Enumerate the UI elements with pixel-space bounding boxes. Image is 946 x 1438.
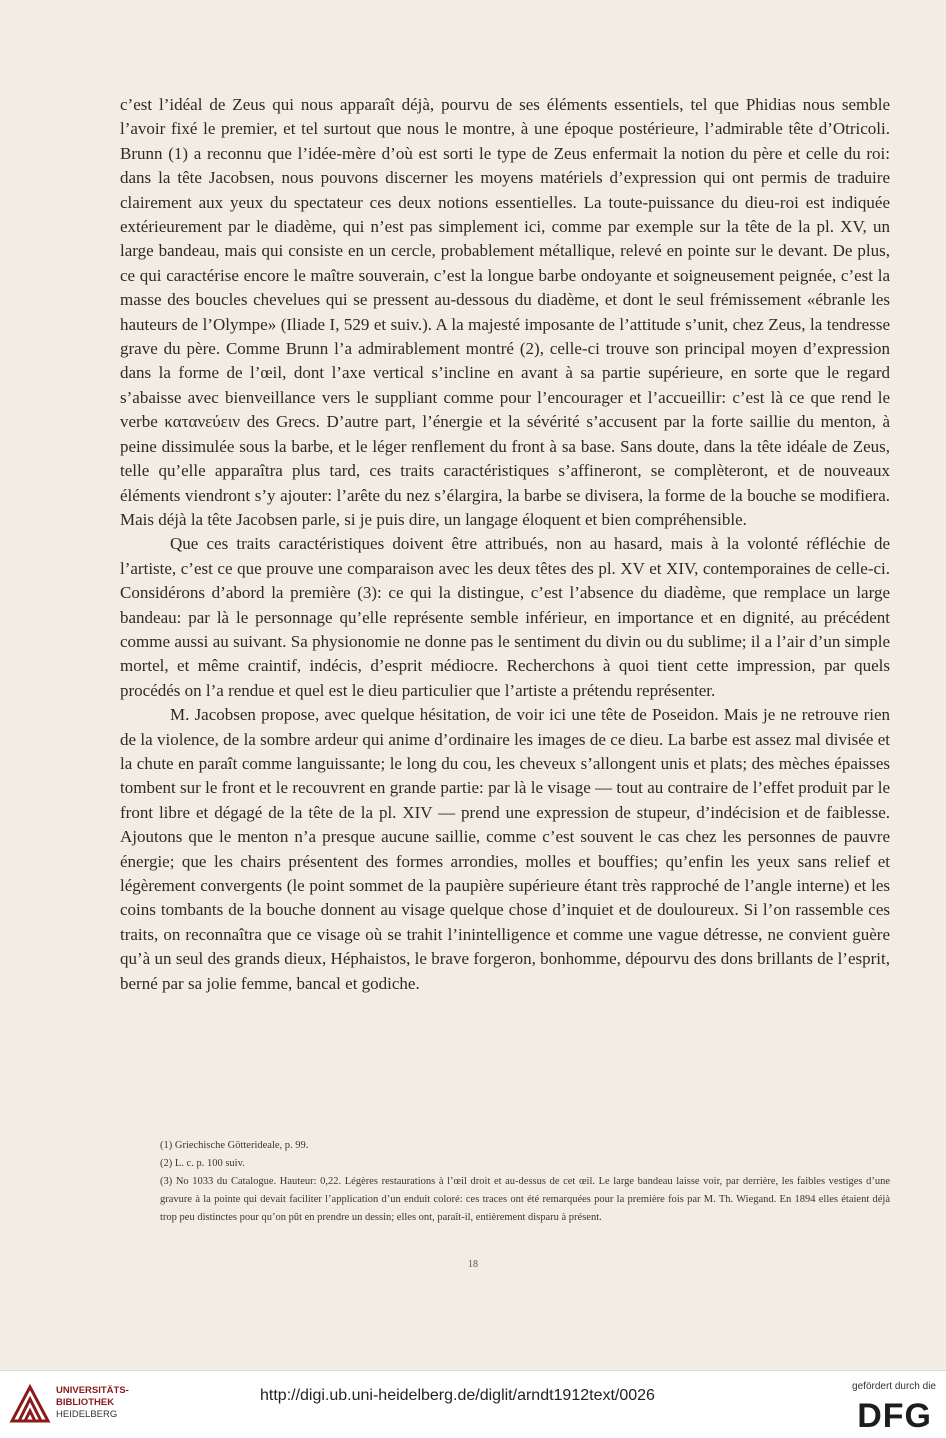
footnote-3: (3) No 1033 du Catalogue. Hauteur: 0,22. Légères restaurations à l’œil droit et au-dessus de cet œil. Le large bandeau laisse voir, par derrière, les faibles vestiges d’une gravure à la pointe qui devait faciliter l’application d’un enduit coloré: ces traces ont été remarquées pour la première fois par M. Th. Wiegand. En 1894 elles étaient déjà trop peu distinctes pour qu’on pût en prendre un dessin; elles ont, paraît-il, entièrement disparu à présent. (160, 1176, 890, 1223)
library-logo-icon[interactable] (8, 1381, 52, 1425)
viewer-footer (0, 1370, 946, 1438)
footnotes (120, 1137, 890, 1227)
library-name-line3: HEIDELBERG (56, 1409, 118, 1420)
library-name (56, 1385, 129, 1421)
paragraph-3: M. Jacobsen propose, avec quelque hésitation, de voir ici une tête de Poseidon. Mais je ne retrouve rien de la violence, de la sombre ardeur qui anime d’ordinaire les images de ce dieu. La barbe est assez mal divisée et la chute en paraît comme languissante; le long du cou, les cheveux s’allongent unis et plats; des mèches épaisses tombent sur le front et le recouvrent en grande partie: par là le visage — tout au contraire de l’effet produit par le front libre et dégagé de la tête de la pl. XIV — prend une expression de stupeur, d’indécision et de faiblesse. Ajoutons que le menton n’a presque aucune saillie, comme c’est souvent le cas chez les personnes de pauvre énergie; que les chairs présentent des formes arrondies, molles et bouffies; qu’enfin les yeux sans relief et légèrement convergents (le point sommet de la paupière supérieure étant très rapproché de l’angle interne) et les coins tombants de la bouche donnent au visage quelque chose d’inquiet et de douloureux. Si l’on rassemble ces traits, on reconnaîtra que ce visage où se trahit l’inintelligence et comme une vague détresse, ne convient guère qu’à un seul des grands dieux, Héphaistos, le brave forgeron, bonhomme, dépourvu des dons brillants de l’esprit, berné par sa jolie femme, bancal et godiche. (120, 705, 890, 993)
paragraph-1: c’est l’idéal de Zeus qui nous apparaît déjà, pourvu de ses éléments essentiels, tel que Phidias nous semble l’avoir fixé le premier, et tel surtout que nous le montre, à une époque postérieure, l’admirable tête d’Otricoli. Brunn (1) a reconnu que l’idée-mère d’où est sorti le type de Zeus enfermait la notion du père et celle du roi: dans la tête Jacobsen, nous pouvons discerner les moyens matériels d’expression qui ont permis de traduire clairement aux yeux du spectateur ces deux notions essentielles. La toute-puissance du dieu-roi est indiquée extérieurement par le diadème, qui n’est pas simplement ici, comme par exemple sur la tête de la pl. XV, un large bandeau, mais qui consiste en un cercle, probablement métallique, relevé en pointe sur le devant. De plus, ce qui caractérise encore le maître souverain, c’est la longue barbe ondoyante et soigneusement peignée, c’est la masse des boucles chevelues qui se pressent au-dessous du diadème, et dont le seul frémissement «ébranle les hauteurs de l’Olympe» (Iliade I, 529 et suiv.). A la majesté imposante de l’attitude s’unit, chez Zeus, la tendresse grave du père. Comme Brunn l’a admirablement montré (2), celle-ci trouve son principal moyen d’expression dans la forme de l’œil, dont l’axe vertical s’incline en avant à sa partie supérieure, en sorte que le regard s’abaisse avec bienveillance vers le suppliant comme pour l’encourager et l’accueillir: c’est là ce que rend le verbe κατανεύειν des Grecs. D’autre part, l’énergie et la sévérité s’accusent par la forte saillie du menton, à peine dissimulée sous la barbe, et le léger renflement du front à sa base. Sans doute, dans la tête idéale de Zeus, telle qu’elle apparaîtra plus tard, ces traits caractéristiques s’affineront, se complèteront, et de nouveaux éléments viendront s’y ajouter: l’arête du nez s’élargira, la barbe se divisera, la forme de la bouche se modifiera. Mais déjà la tête Jacobsen parle, si je puis dire, un langage éloquent et bien compréhensible. (120, 95, 890, 529)
permalink-url[interactable]: http://digi.ub.uni-heidelberg.de/diglit/arndt1912text/0026 (260, 1387, 655, 1404)
body-text (120, 93, 890, 996)
funded-by-label: gefördert durch die (852, 1381, 936, 1392)
library-name-line1: UNIVERSITÄTS- (56, 1385, 129, 1396)
paragraph-2: Que ces traits caractéristiques doivent être attribués, non au hasard, mais à la volonté réfléchie de l’artiste, c’est ce que prouve une comparaison avec les deux têtes des pl. XV et XIV, contemporaines de celle-ci. Considérons d’abord la première (3): ce qui la distingue, c’est l’absence du diadème, que remplace un large bandeau: par là le personnage qu’elle représente semble inférieur, en importance et en dignité, au précédent comme aussi au suivant. Sa physionomie ne donne pas le sentiment du divin ou du sublime; il a l’air d’un simple mortel, et même craintif, indécis, d’esprit médiocre. Recherchons à quoi tient cette impression, par quels procédés on l’a rendue et quel est le dieu particulier que l’artiste a prétendu représenter. (120, 534, 890, 700)
page-number: 18 (468, 1259, 478, 1270)
footnote-2: (2) L. c. p. 100 suiv. (160, 1158, 245, 1169)
dfg-logo[interactable]: DFG (857, 1397, 932, 1435)
footnote-1: (1) Griechische Götterideale, p. 99. (160, 1140, 309, 1151)
library-name-line2: BIBLIOTHEK (56, 1397, 115, 1408)
